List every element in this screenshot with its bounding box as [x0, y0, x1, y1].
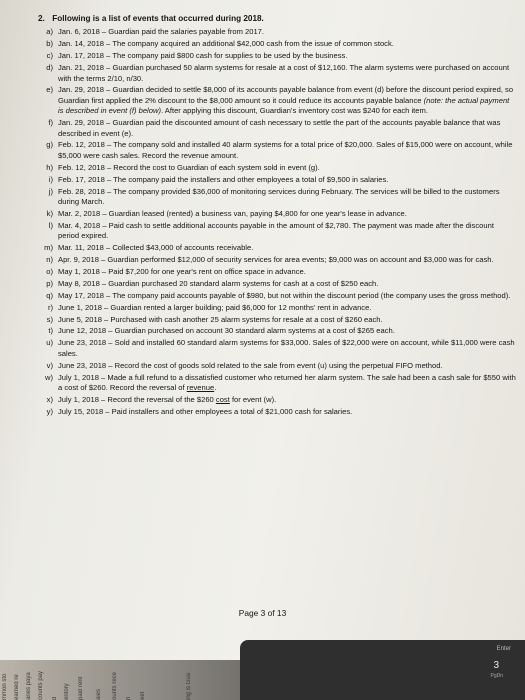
event-label: a) — [46, 27, 53, 37]
event-label: b) — [46, 39, 53, 49]
event-text: June 12, 2018 – Guardian purchased on account 30 standard alarm systems at a cost of $265 each. — [58, 326, 395, 336]
event-text — [58, 373, 516, 394]
event-list — [38, 27, 516, 417]
event-item — [38, 373, 516, 394]
event-label: c) — [46, 51, 53, 61]
event-text: Mar. 4, 2018 – Paid cash to settle additional accounts payable in the amount of $2,780. The payment was made after the discount period expired. — [58, 220, 494, 241]
event-item — [38, 303, 516, 313]
margin-tab-text: counts pay — [38, 670, 44, 700]
event-item — [38, 118, 516, 139]
event-item — [38, 361, 516, 371]
event-item — [38, 338, 516, 359]
event-label: r) — [47, 302, 53, 312]
key-3-label: 3 — [493, 660, 499, 671]
event-label: x) — [46, 394, 53, 404]
event-item — [38, 187, 516, 208]
event-text: Jan. 29, 2018 – Guardian paid the discounted amount of cash necessary to settle the part of the accounts payable balance that was described in event (e). — [58, 118, 501, 138]
margin-tab-text: paid rent — [78, 676, 84, 700]
event-item — [38, 27, 516, 37]
event-text: Mar. 2, 2018 – Guardian leased (rented) a business van, paying $4,800 for one year's lease in advance. — [58, 208, 407, 218]
event-item — [38, 221, 516, 242]
event-label: e) — [46, 85, 53, 95]
margin-tab-text: ing is Gua — [186, 672, 192, 700]
event-underlined-word: revenue — [186, 383, 215, 392]
margin-tab-text: earned re — [14, 674, 20, 700]
event-label: o) — [46, 266, 53, 276]
event-text: Mar. 11, 2018 – Collected $43,000 of accounts receivable. — [58, 243, 254, 253]
event-item — [38, 315, 516, 325]
event-item — [38, 395, 516, 405]
keyboard-edge — [240, 640, 525, 700]
event-text: Jan. 21, 2018 – Guardian purchased 50 alarm systems for resale at a cost of $12,160. The alarm systems were purchased on account with the terms 2/10, n/30. — [58, 63, 510, 83]
margin-tab-text: aries paya — [26, 672, 32, 700]
margin-tab-text: aies — [96, 688, 102, 700]
event-item — [38, 291, 516, 301]
event-label: y) — [46, 406, 53, 416]
event-label: l) — [48, 220, 53, 230]
event-label: q) — [46, 290, 53, 300]
event-item — [38, 255, 516, 265]
event-text: July 15, 2018 – Paid installers and other employees a total of $21,000 cash for salaries. — [58, 406, 353, 416]
event-label: w) — [44, 372, 53, 382]
pgdn-key-label: PgDn — [490, 673, 503, 679]
event-text: Jan. 6, 2018 – Guardian paid the salaries payable from 2017. — [58, 27, 265, 37]
question-number: 2. — [38, 14, 45, 23]
event-text: Jan. 14, 2018 – The company acquired an additional $42,000 cash from the issue of common stock. — [58, 39, 394, 49]
event-item — [38, 140, 516, 161]
event-item — [38, 39, 516, 49]
event-label: u) — [46, 338, 53, 348]
event-label: d) — [46, 63, 53, 73]
page-content — [38, 14, 516, 419]
event-text: Apr. 9, 2018 – Guardian performed $12,000 of security services for area events; $9,000 was on account and $3,000 was for cash. — [58, 255, 494, 265]
event-item — [38, 85, 516, 116]
event-text: Feb. 17, 2018 – The company paid the installers and other employees a total of $9,500 in salaries. — [58, 174, 389, 184]
event-item — [38, 163, 516, 173]
event-item — [38, 407, 516, 417]
event-text — [58, 85, 516, 116]
event-note: (note: the actual payment is described in event (f) below) — [58, 95, 510, 116]
event-label: n) — [46, 255, 53, 265]
event-text: May 17, 2018 – The company paid accounts payable of $980, but not within the discount period (the company uses the gross method). — [58, 290, 511, 300]
event-text-part: July 1, 2018 – Made a full refund to a dissatisfied customer who returned her alarm system. The sale had been a cash sale for $550 with a cost of $260. Record the reversal of — [58, 372, 516, 392]
event-text: Jan. 17, 2018 – The company paid $800 cash for supplies to be used by the business. — [58, 51, 348, 61]
event-text: June 23, 2018 – Record the cost of goods sold related to the sale from event (u) using the perpetual FIFO method. — [58, 360, 443, 370]
event-text: May 1, 2018 – Paid $7,200 for one year's rent on office space in advance. — [58, 266, 306, 276]
event-item — [38, 279, 516, 289]
event-label: t) — [48, 326, 53, 336]
event-label: p) — [46, 278, 53, 288]
event-item — [38, 209, 516, 219]
event-underlined-word: cost — [215, 394, 230, 404]
event-text-part: . After applying this discount, Guardian's inventory cost was $240 for each item. — [160, 106, 428, 116]
event-text: June 5, 2018 – Purchased with cash another 25 alarm systems for resale at a cost of $260 each. — [58, 314, 383, 324]
event-item — [38, 63, 516, 84]
question-title: Following is a list of events that occurred during 2018. — [52, 14, 264, 23]
enter-key-label: Enter — [496, 646, 511, 652]
margin-tab-text: eet — [140, 691, 146, 700]
event-text: June 23, 2018 – Sold and installed 60 standard alarm systems for $33,000. Sales of $22,000 were on account, while $11,000 were cash sales. — [58, 338, 515, 358]
event-text: Feb. 28, 2018 – The company provided $36,000 of monitoring services during February. The services will be billed to the customers during March. — [58, 186, 500, 206]
margin-tab-text: h — [126, 696, 132, 700]
event-label: s) — [46, 314, 53, 324]
event-label: v) — [46, 360, 53, 370]
event-label: j) — [48, 186, 53, 196]
event-label: m) — [44, 243, 53, 253]
event-text: May 8, 2018 – Guardian purchased 20 standard alarm systems for cash at a cost of $250 each. — [58, 278, 379, 288]
event-label: i) — [48, 174, 53, 184]
event-item — [38, 175, 516, 185]
event-text-part: Jan. 29, 2018 – Guardian decided to settle $8,000 of its accounts payable balance from event (d) before the discount period expired, so Guardian first applied the 2% discount to the $8,000 amount so it could reduce its accounts payable balance — [58, 85, 514, 105]
event-item — [38, 267, 516, 277]
event-label: k) — [46, 208, 53, 218]
event-text-part: July 1, 2018 – Record the reversal of the $260 — [58, 394, 216, 404]
margin-tab-text: entory — [64, 683, 70, 700]
event-item — [38, 326, 516, 336]
event-item — [38, 51, 516, 61]
event-item — [38, 243, 516, 253]
margin-tab-text: d — [52, 696, 58, 700]
event-text: June 1, 2018 – Guardian rented a larger building; paid $6,000 for 12 months' rent in advance. — [58, 302, 372, 312]
event-label: f) — [48, 118, 53, 128]
margin-tab-text: ounts rece — [112, 671, 118, 700]
event-text: Feb. 12, 2018 – Record the cost to Guardian of each system sold in event (g). — [58, 162, 320, 172]
event-text — [58, 395, 516, 405]
event-text: Feb. 12, 2018 – The company sold and installed 40 alarm systems for a total price of $20,000. Sales of $15,000 were on account, while $5,000 were cash sales. Record the revenue amount. — [58, 140, 513, 160]
event-text-part: for event (w). — [229, 394, 277, 404]
question-heading — [38, 14, 516, 24]
event-label: g) — [46, 140, 53, 150]
event-text-part: . — [214, 383, 217, 392]
event-label: h) — [46, 162, 53, 172]
page-footer: Page 3 of 13 — [238, 608, 287, 618]
margin-tab-text: mmon sto — [2, 673, 8, 700]
